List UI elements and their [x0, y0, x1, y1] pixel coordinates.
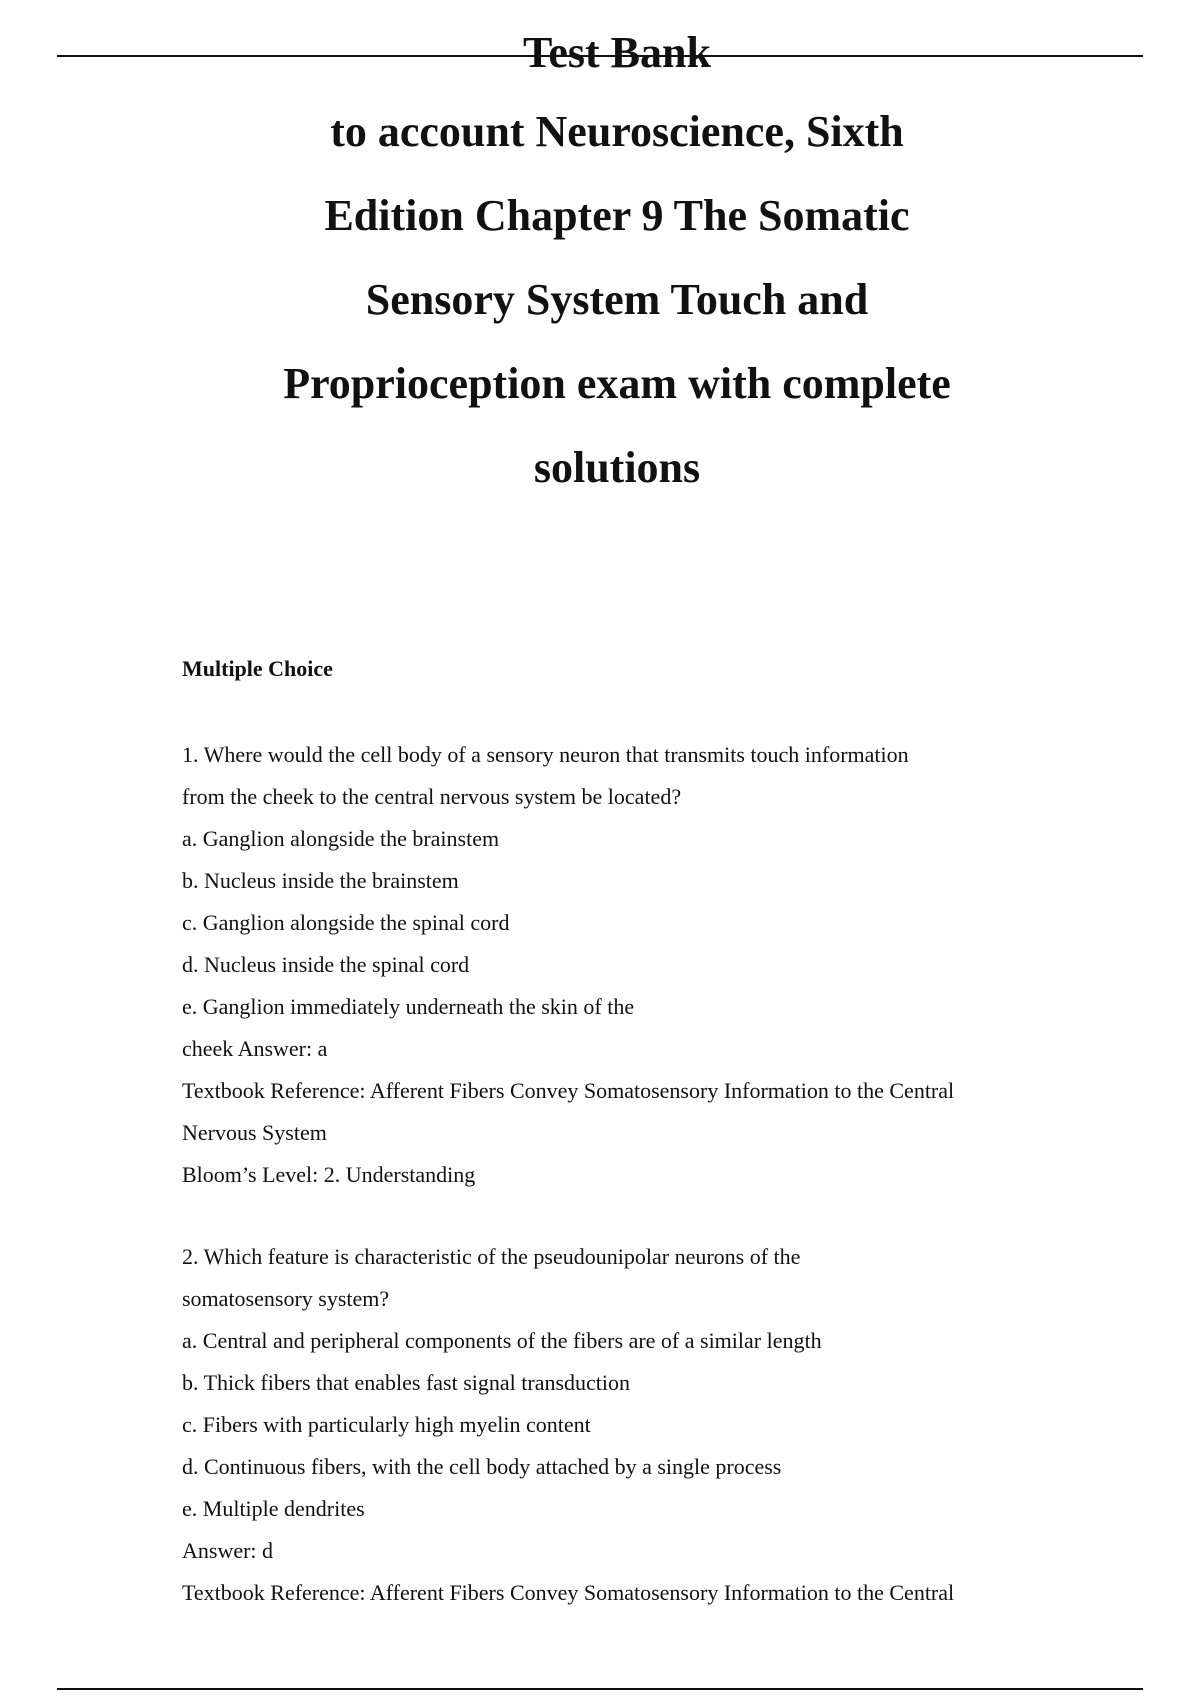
subtitle-line: to account Neuroscience, Sixth — [330, 107, 904, 156]
answer-option-c: c. Ganglion alongside the spinal cord — [182, 910, 510, 935]
document-title: Test Bank — [523, 28, 711, 77]
document-subtitle — [0, 90, 1200, 510]
subtitle-line: Sensory System Touch and — [365, 275, 869, 324]
answer-option-a: a. Ganglion alongside the brainstem — [182, 826, 500, 851]
subtitle-line: Proprioception exam with complete — [283, 359, 951, 408]
answer-option-d: d. Continuous fibers, with the cell body attached by a single process — [182, 1454, 782, 1479]
section-heading: Multiple Choice — [182, 656, 333, 681]
answer-option-a: a. Central and peripheral components of the fibers are of a similar length — [182, 1328, 822, 1353]
question-2 — [182, 1236, 1062, 1614]
question-stem: from the cheek to the central nervous system be located? — [182, 784, 682, 809]
document-title-block — [0, 26, 1200, 510]
answer-option-c: c. Fibers with particularly high myelin content — [182, 1412, 591, 1437]
answer-option-b: b. Nucleus inside the brainstem — [182, 868, 459, 893]
textbook-reference: Textbook Reference: Afferent Fibers Convey Somatosensory Information to the Central — [182, 1078, 955, 1103]
answer-line: cheek Answer: a — [182, 1036, 328, 1061]
answer-option-e: e. Multiple dendrites — [182, 1496, 365, 1521]
answer-option-d: d. Nucleus inside the spinal cord — [182, 952, 470, 977]
textbook-reference-continued: Nervous System — [182, 1120, 327, 1145]
bottom-horizontal-rule — [57, 1688, 1143, 1690]
subtitle-line: solutions — [533, 443, 701, 492]
subtitle-line: Edition Chapter 9 The Somatic — [324, 191, 910, 240]
answer-option-e: e. Ganglion immediately underneath the skin of the — [182, 994, 635, 1019]
blooms-level: Bloom’s Level: 2. Understanding — [182, 1162, 476, 1187]
question-stem: 1. Where would the cell body of a sensory neuron that transmits touch information — [182, 742, 909, 767]
question-1 — [182, 734, 1062, 1196]
textbook-reference: Textbook Reference: Afferent Fibers Convey Somatosensory Information to the Central — [182, 1580, 955, 1605]
question-stem: 2. Which feature is characteristic of the pseudounipolar neurons of the — [182, 1244, 801, 1269]
question-stem: somatosensory system? — [182, 1286, 390, 1311]
answer-line: Answer: d — [182, 1538, 274, 1563]
answer-option-b: b. Thick fibers that enables fast signal transduction — [182, 1370, 631, 1395]
